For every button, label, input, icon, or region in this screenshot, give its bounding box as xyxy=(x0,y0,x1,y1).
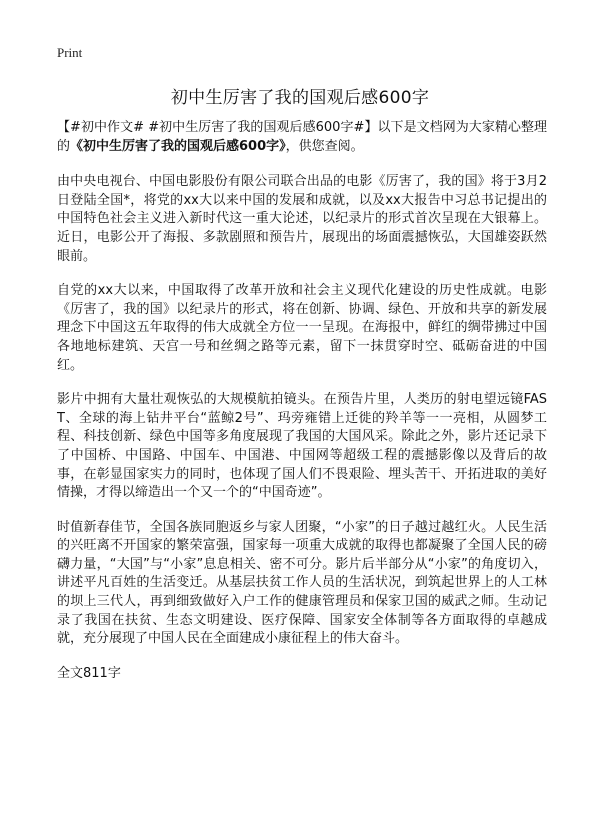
intro-bold-title: 《初中生厉害了我的国观后感600字》 xyxy=(70,138,286,154)
intro-end: ，供您查阅。 xyxy=(285,138,364,154)
print-link[interactable]: Print xyxy=(57,45,83,60)
article-body xyxy=(57,119,547,683)
intro-text: 以下是文档网为大家精心整理的 xyxy=(57,120,547,154)
body-paragraph-2: 自党的xx大以来，中国取得了改革开放和社会主义现代化建设的历史性成就。电影《厉害了，我的国》以纪录片的形式，将在创新、协调、绿色、开放和共享的新发展理念下中国这五年取得的伟大成就全方位一一呈现。在海报中，鲜红的绸带拂过中国各地地标建筑、天宫一号和丝绸之路等元素，留下一抹贯穿时空、砥砺奋进的中国红。 xyxy=(57,283,547,373)
intro-tag: 【#初中作文# #初中生厉害了我的国观后感600字#】 xyxy=(57,120,378,135)
page-title: 初中生厉害了我的国观后感600字 xyxy=(170,88,430,108)
word-count: 全文811字 xyxy=(57,665,121,681)
body-paragraph-1: 由中央电视台、中国电影股份有限公司联合出品的电影《厉害了，我的国》将于3月2日登陆全国*，将党的xx大以来中国的发展和成就，以及xx大报告中习总书记提出的中国特色社会主义进入新时代这一重大论述，以纪录片的形式首次呈现在大银幕上。近日，电影公开了海报、多款剧照和预告片，展现出的场面震撼恢弘，大国雄姿跃然眼前。 xyxy=(57,174,547,264)
body-paragraph-4: 时值新春佳节，全国各族同胞返乡与家人团聚，“小家”的日子越过越红火。人民生活的兴旺离不开国家的繁荣富强，国家每一项重大成就的取得也都凝聚了全国人民的磅礴力量，“大国”与“小家”息息相关、密不可分。影片后半部分从“小家”的角度切入，讲述平凡百姓的生活变迁。从基层扶贫工作人员的生活状况，到筑起世界上的人工林的坝上三代人，再到细致做好入户工作的健康管理员和保家卫国的威武之师。生动记录了我国在扶贫、生态文明建设、医疗保障、国家安全体制等各方面取得的卓越成就，充分展现了中国人民在全面建成小康征程上的伟大奋斗。 xyxy=(57,519,547,647)
intro-paragraph xyxy=(57,119,547,156)
body-paragraph-3: 影片中拥有大量壮观恢弘的大规模航拍镜头。在预告片里，人类历的射电望远镜FAST、全球的海上钻井平台“蓝鲸2号”、玛旁雍错上迁徙的羚羊等一一亮相，从圆梦工程、科技创新、绿色中国等多角度展现了我国的大国风采。除此之外，影片还记录下了中国桥、中国路、中国车、中国港、中国网等超级工程的震撼影像以及背后的故事，在彰显国家实力的同时，也体现了国人们不畏艰险、埋头苦干、开拓进取的美好情操，才得以缔造出一个又一个的“中国奇迹”。 xyxy=(57,392,547,501)
